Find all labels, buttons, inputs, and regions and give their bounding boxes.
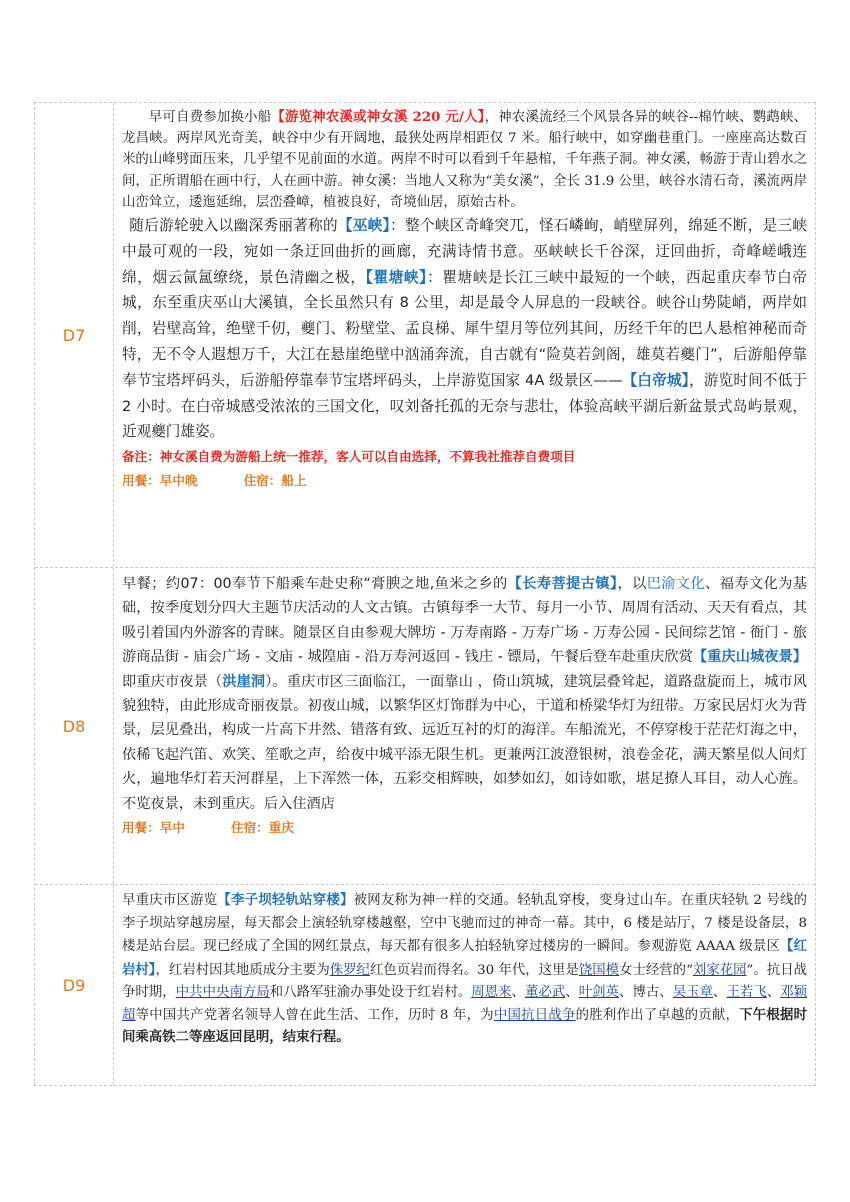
text: 等中国共产党著名领导人曾在此生活、工作，历时 8 年，为 bbox=[135, 1007, 494, 1023]
day-content bbox=[114, 885, 815, 1085]
link-jurassic[interactable]: 侏罗纪 bbox=[329, 962, 370, 978]
text: 随后游轮驶入以幽深秀丽著称的 bbox=[129, 217, 338, 235]
meal-stay-line bbox=[122, 816, 807, 840]
highlight-changshou-town: 【长寿菩提古镇】 bbox=[507, 576, 618, 592]
itinerary-table bbox=[34, 102, 816, 1086]
highlight-liziba-station: 【李子坝轻轨站穿楼】 bbox=[217, 892, 354, 908]
link-liu-garden[interactable]: 刘家花园 bbox=[692, 962, 747, 978]
text: ）。重庆市区三面临江，一面靠山 ，倚山筑城，建筑层叠耸起，道路盘旋而上，城市风貌独特，由此形成奇丽夜景。初夜山城，以繁华区灯饰群为中心，干道和桥梁华灯为纽带。万家民居灯火为背景，层见叠出，构成一片高下井然、错落有致、远近互衬的灯的海洋。车船流光，不停穿梭于茫茫灯海之中，依稀飞起汽笛、欢笑、笙歌之声，给夜中城平添无限生机。更兼两江波澄银树，浪卷金花，满天繁星似人间灯火，遍地华灯若天河群星，上下浑然一体，五彩交相辉映，如梦如幻，如诗如歌，堪足撩人耳目，动人心旌。不览夜景，未到重庆。后入住酒店 bbox=[122, 673, 807, 812]
text: 和八路军驻渝办事处设于红岩村。 bbox=[269, 985, 472, 1000]
text: 、 bbox=[713, 985, 727, 1000]
paragraph-three-gorges bbox=[122, 213, 807, 445]
text: ，红岩村因其地质成分主要为 bbox=[155, 962, 330, 978]
link-ye-jianying[interactable]: 叶剑英 bbox=[578, 985, 620, 1000]
paragraph-shennong-stream bbox=[122, 107, 807, 213]
text: 、 bbox=[565, 985, 579, 1000]
meal-info: 用餐：早中晚 bbox=[122, 473, 198, 489]
link-wang-ruofei[interactable]: 王若飞 bbox=[726, 985, 767, 1000]
text: 即重庆市夜景（ bbox=[122, 673, 223, 690]
day-content bbox=[114, 568, 815, 884]
text: ”。抗日战争时期， bbox=[122, 962, 807, 1000]
stay-info: 住宿：重庆 bbox=[230, 820, 294, 836]
link-anti-japanese-war[interactable]: 中国抗日战争 bbox=[493, 1007, 576, 1023]
text: ，以 bbox=[617, 576, 647, 592]
stay-info: 住宿：船上 bbox=[243, 473, 307, 489]
meal-stay-line bbox=[122, 469, 807, 493]
link-wu-yuzhang[interactable]: 吴玉章 bbox=[672, 985, 714, 1000]
remark-note: 备注：神女溪自费为游船上统一推荐，客人可以自由选择，不算我社推荐自费项目 bbox=[122, 449, 576, 465]
link-dong-biwu[interactable]: 董必武 bbox=[524, 985, 566, 1000]
text: ，神农溪流经三个风景各异的峡谷--棉竹峡、鹦鹉峡、龙昌峡。两岸风光奇美，峡谷中少有开阔地，最狭处两岸相距仅 7 米。船行峡中，如穿幽巷重门。一座座高达数百米的山峰劈面压来，几乎望不见前面的水道。两岸不时可以看到千年悬棺，千年燕子洞。神女溪，畅游于青山碧水之间，正所谓船在画中行，人在画中游。神女溪：当地人又称为“美女溪”，全长 31.9 公里，峡谷水清石奇，溪流两岸山峦耸立，逶迤延绵，层峦叠嶂，植被良好，奇境仙居，原始古朴。 bbox=[122, 110, 808, 210]
text: 女士经营的“ bbox=[619, 962, 693, 978]
text: 、福寿文化为基础，按季度划分四大主题节庆活动的人文古镇。古镇每季一大节、每月一小节、周周有活动、天天有看点，其吸引着国内外游客的青睐。随景区自由参观大牌坊 - 万寿南路 - 万寿广场 - 万寿公园 - 民间综艺馆 - 衙门 - 旅游商品街 - 庙会广场 - 文庙 - 城隍庙 - 沿万寿河返回 - 钱庄 - 镖局，午餐后登车赴重庆欣赏 bbox=[122, 576, 807, 666]
link-rao-guomo[interactable]: 饶国模 bbox=[578, 962, 620, 978]
text: 红色页岩而得名。30 年代，这里是 bbox=[369, 962, 579, 978]
day-row-d7 bbox=[35, 103, 815, 567]
day-label: D9 bbox=[35, 885, 114, 1085]
text: 早餐；约07：00奉节下船乘车赴史称“膏腴之地,鱼米之乡的 bbox=[122, 576, 508, 592]
highlight-wu-gorge: 【巫峡】 bbox=[337, 217, 391, 235]
text: ，游览时间不低于 2 小时。在白帝城感受浓浓的三国文化，叹刘备托孤的无奈与悲壮，体验高峡平湖后新盆景式岛屿景观，近观夔门雄姿。 bbox=[122, 371, 807, 441]
highlight-baidi-city: 【白帝城】 bbox=[622, 371, 690, 389]
meal-info: 用餐：早中 bbox=[122, 820, 185, 836]
return-trip-text: 下午根据时间乘高铁二等座返回昆明，结束行程。 bbox=[122, 1007, 808, 1045]
text: ：瞿塘峡是长江三峡中最短的一个峡，西起重庆奉节白帝城，东至重庆巫山大溪镇，全长虽然只有 8 公里，却是最令人屏息的一段峡谷。峡谷山势陡峭，两岸如削，岩壁高耸，绝壁千仞，夔门、粉壁堂、孟良梯、犀牛望月等位列其间，历经千年的巴人悬棺神秘而奇特，无不令人遐想万千，大江在悬崖绝壁中汹涌奔流，自古就有“险莫若剑阁，雄莫若夔门”，后游船停靠奉节宝塔坪码头，后游船停靠奉节宝塔坪码头，上岸游览国家 4A 级景区—— bbox=[122, 268, 807, 389]
highlight-optional-tour: 【游览神农溪或神女溪 220 元/人】 bbox=[271, 109, 485, 125]
paragraph-liziba-hongyan bbox=[122, 889, 807, 1050]
paragraph-changshou-chongqing bbox=[122, 572, 807, 816]
highlight-hongya-cave: 洪崖洞 bbox=[222, 673, 266, 690]
text: 被网友称为神一样的交通。轻轨乱穿梭，变身过山车。在重庆轻轨 2 号线的李子坝站穿越房屋，每天都会上演轻轨穿楼越壑，空中飞驰而过的神奇一幕。其中，6 楼是站厅，7 楼是设备层，8 楼是站台层。现已经成了全国的网红景点，每天都有很多人拍轻轨穿过楼房的一瞬间。参观游览 AAAA 级景区 bbox=[122, 893, 808, 954]
text: 早可自费参加换小船 bbox=[148, 110, 272, 125]
highlight-night-view: 【重庆山城夜景】 bbox=[692, 649, 807, 666]
text: 、 bbox=[511, 985, 525, 1000]
day-label: D8 bbox=[35, 568, 114, 884]
text: 的胜利作出了卓越的贡献， bbox=[575, 1007, 740, 1023]
text: 、 bbox=[766, 985, 781, 1000]
day-label: D7 bbox=[35, 103, 114, 567]
highlight-qutang-gorge: 【瞿塘峡】 bbox=[365, 268, 428, 286]
day-row-d8 bbox=[35, 567, 815, 884]
highlight-hongyan-village: 【红岩村】 bbox=[122, 938, 807, 978]
day-row-d9 bbox=[35, 884, 815, 1085]
link-southern-bureau[interactable]: 中共中央南方局 bbox=[175, 985, 270, 1000]
text: 、博古、 bbox=[619, 985, 673, 1000]
day-content bbox=[114, 103, 815, 567]
text: 早重庆市区游览 bbox=[122, 893, 218, 908]
link-bayu-culture[interactable]: 巴渝文化 bbox=[646, 576, 706, 592]
link-deng-yingchao[interactable]: 邓颖超 bbox=[122, 985, 808, 1023]
text: ：整个峡区奇峰突兀，怪石嶙峋，峭壁屏列，绵延不断，是三峡中最可观的一段，宛如一条迂回曲折的画廊，充满诗情书意。巫峡峡长千谷深，迂回曲折，奇峰嵯峨连绵，烟云氤氲缭绕，景色清幽之极， bbox=[122, 217, 807, 286]
link-zhou-enlai[interactable]: 周恩来 bbox=[471, 985, 512, 1000]
